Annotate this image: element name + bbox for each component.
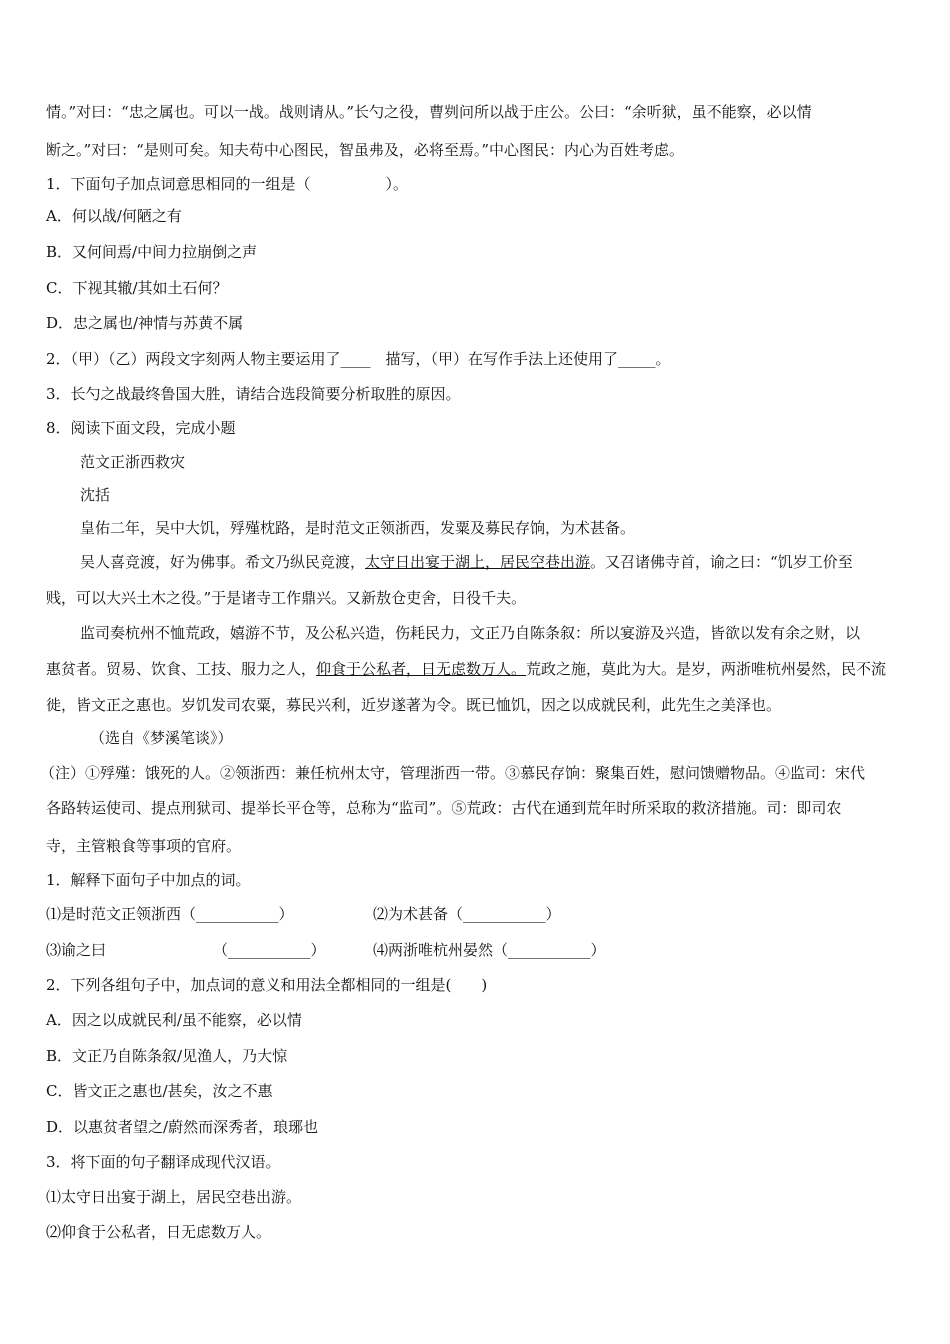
question-8-1: 1．解释下面句子中加点的词。 xyxy=(46,871,251,889)
annotation-line: 各路转运使司、提点刑狱司、提举长平仓等，总称为“监司”。⑤荒政：古代在通到荒年时所采取的救济措施。司：即司农 xyxy=(46,799,842,817)
option-c: C．下视其辙/其如土石何？ xyxy=(46,279,228,297)
translation-item: ⑴太守日出宴于湖上，居民空巷出游。 xyxy=(46,1188,302,1206)
blank-item: ⑴是时范文正领浙西（___________） xyxy=(46,905,294,923)
option-b: B．又何间焉/中间力拉崩倒之声 xyxy=(46,243,258,261)
option-a: A．何以战/何陋之有 xyxy=(46,207,182,225)
option-a: A．因之以成就民利/虽不能察，必以情 xyxy=(46,1011,302,1029)
passage-paragraph: 皇佑二年，吴中大饥，殍殣枕路，是时范文正领浙西，发粟及募民存饷，为术甚备。 xyxy=(80,519,636,537)
question-8-2: 2．下列各组句子中，加点词的意义和用法全都相同的一组是( ) xyxy=(46,976,488,994)
text-span: 吴人喜竞渡，好为佛事。希文乃纵民竞渡， xyxy=(80,553,366,571)
passage-author: 沈括 xyxy=(80,486,111,504)
passage-line: 徙，皆文正之惠也。岁饥发司农粟，募民兴利，近岁遂著为令。既已恤饥，因之以成就民利，此先生之美泽也。 xyxy=(46,696,782,714)
question-8-heading: 8．阅读下面文段，完成小题 xyxy=(46,419,236,437)
passage-line: 断之。”对曰：“是则可矣。知夫苟中心图民，智虽弗及，必将至焉。”中心图民：内心为百姓考虑。 xyxy=(46,141,685,159)
passage-paragraph: 监司奏杭州不恤荒政，嬉游不节，及公私兴造，伤耗民力，文正乃自陈条叙：所以宴游及兴造，皆欲以发有余之财，以 xyxy=(80,624,861,642)
blank-item: ⑵为术甚备（___________） xyxy=(373,905,561,923)
question-8-3: 3．将下面的句子翻译成现代汉语。 xyxy=(46,1153,281,1171)
blank-answer: （___________） xyxy=(213,941,326,959)
option-b: B．文正乃自陈条叙/见渔人，乃大惊 xyxy=(46,1047,288,1065)
translation-item: ⑵仰食于公私者，日无虑数万人。 xyxy=(46,1223,272,1241)
question-7-2: 2．（甲）（乙）两段文字刻两人物主要运用了____ 描写，（甲）在写作手法上还使用了_____。 xyxy=(46,350,671,368)
passage-source: （选自《梦溪笔谈》） xyxy=(90,729,233,747)
passage-title: 范文正浙西救灾 xyxy=(80,453,186,471)
text-span: 荒政之施，莫此为大。是岁，两浙唯杭州晏然，民不流 xyxy=(526,660,887,678)
option-c: C．皆文正之惠也/甚矣，汝之不惠 xyxy=(46,1082,273,1100)
underlined-sentence: 太守日出宴于湖上，居民空巷出游 xyxy=(365,553,591,571)
passage-paragraph xyxy=(80,552,853,572)
text-span: 。又召诸佛寺首，谕之曰：“饥岁工价至 xyxy=(590,553,853,571)
question-7-1: 1．下面句子加点词意思相同的一组是（ ）。 xyxy=(46,175,409,193)
underlined-sentence: 仰食于公私者，日无虑数万人。 xyxy=(316,660,527,678)
option-d: D．忠之属也/神情与苏黄不属 xyxy=(46,314,244,332)
passage-line: 情。”对曰：“忠之属也。可以一战。战则请从。”长勺之役，曹刿问所以战于庄公。公曰：“余听狱，虽不能察，必以情 xyxy=(46,103,812,121)
option-d: D．以惠贫者望之/蔚然而深秀者，琅琊也 xyxy=(46,1118,319,1136)
question-7-3: 3．长勺之战最终鲁国大胜，请结合选段简要分析取胜的原因。 xyxy=(46,385,461,403)
blank-item: ⑷两浙唯杭州晏然（___________） xyxy=(373,941,606,959)
annotation-line: 寺，主管粮食等事项的官府。 xyxy=(46,837,242,855)
passage-line: 贱，可以大兴土木之役。”于是诸寺工作鼎兴。又新敖仓吏舍，日役千夫。 xyxy=(46,589,527,607)
annotation-line: （注）①殍殣：饿死的人。②领浙西：兼任杭州太守，管理浙西一带。③慕民存饷：聚集百姓，慰问馈赠物品。④监司：宋代 xyxy=(40,764,866,782)
blank-item: ⑶谕之曰 xyxy=(46,941,107,959)
passage-line xyxy=(46,659,886,679)
text-span: 惠贫者。贸易、饮食、工技、服力之人， xyxy=(46,660,317,678)
